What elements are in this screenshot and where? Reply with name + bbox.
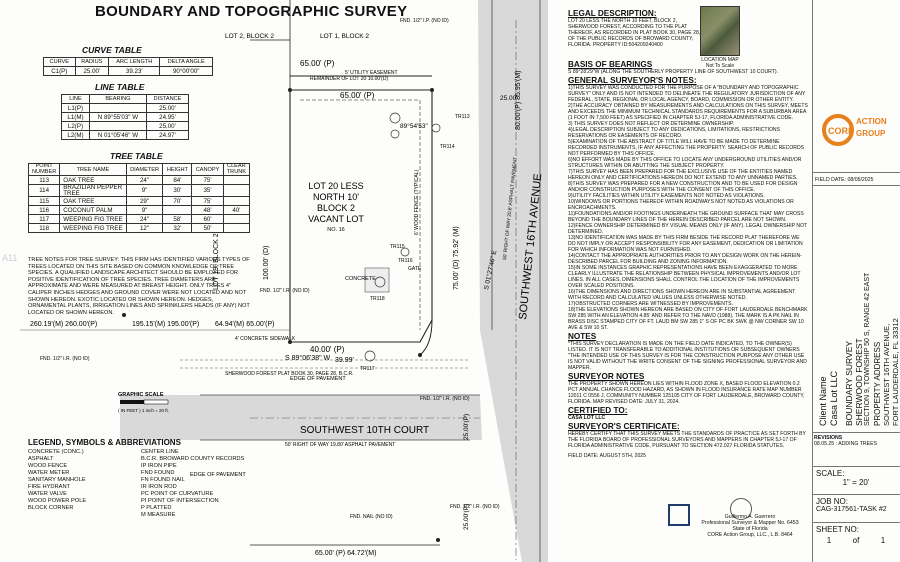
table-header: DISTANCE	[146, 95, 188, 104]
table-cell: 75'	[192, 197, 223, 206]
legend-item: FN FOUND NAIL	[141, 477, 185, 483]
utility-label: 5' UTILITY EASEMENT	[345, 70, 398, 76]
sw-dim: 40.00' (P)	[310, 345, 345, 354]
project-info	[812, 186, 900, 432]
surveyor-state: State of Florida	[732, 526, 768, 532]
brand-logo	[820, 100, 890, 162]
curve-c1	[420, 320, 432, 355]
found-marker-icon	[288, 88, 292, 92]
legend-item: SANITARY MANHOLE	[28, 477, 86, 483]
table-header: DELTA ANGLE	[160, 58, 213, 67]
legend-item: FIRE HYDRANT	[28, 484, 71, 490]
note-item: 16)THE DIMENSIONS AND DIRECTIONS SHOWN HEREON ARE IN SUBSTANTIAL AGREEMENT WITH RECORD AND CALCULATED VALUES UNLESS OTHERWISE NOTED.	[568, 289, 796, 301]
dim-195: 195.15'(M) 195.00'(P)	[132, 321, 200, 328]
lot1-label: LOT 1, BLOCK 2	[320, 33, 370, 40]
lot20-line5: NO. 16	[327, 227, 345, 233]
legend-item: CENTER LINE	[141, 449, 179, 455]
table-header: RADIUS	[75, 58, 109, 67]
right-dim: 75.00' (D) 75.92' (M)	[453, 226, 460, 290]
table-cell: 32'	[163, 224, 192, 233]
curve-table-title: CURVE TABLE	[82, 45, 142, 55]
bottom-dim: 65.00' (P) 64.72'(M)	[315, 550, 377, 557]
top-dim-m: 65.00' (P)	[340, 91, 375, 100]
client-name: Casa Lot LLC	[829, 370, 839, 426]
legend-item: WATER METER	[28, 470, 70, 476]
section-info: SECTION 9, TOWNSHIP 50 S, RANGE 42 EAST	[864, 272, 871, 426]
notes-column	[568, 8, 808, 459]
location-map-caption	[690, 58, 750, 69]
lot20-line2: NORTH 10'	[312, 192, 360, 202]
legend-item: FND FOUND	[141, 470, 175, 476]
r25b-dim: 25.00'(P)	[463, 413, 470, 440]
legend-item: PI POINT OF INTERSECTION	[141, 498, 219, 504]
street-sw16th: SOUTHWEST 16TH AVENUE	[517, 172, 545, 321]
table-cell: 25.00'	[75, 67, 109, 76]
legend-item: CONCRETE (CONC.)	[28, 449, 84, 455]
legend-col-1	[28, 449, 137, 519]
note-item: 15)IN SOME INSTANCES GRAPHIC REPRESENTATIONS HAVE BEEN EXAGGERATED TO MORE CLEARLY ILLUSTRATE THE RELATIONSHIP BETWEEN PHYSICAL IMPROVEMENTS AND/OR LOT LINES. IN ALL CASES, DIMENSIONS SHALL CONTROL THE LOCATION OF THE IMPROVEMENTS OVER SCALED POSITIONS.	[568, 265, 801, 289]
graphic-scale-units: ( IN FEET ) 1 inch = 20 ft.	[118, 408, 170, 413]
tree-label: TR117	[360, 366, 375, 372]
revisions-box	[812, 432, 900, 449]
job-value: CAG-317561-TASK #2	[816, 506, 887, 513]
note-item: 5)EXAMINATION OF THE ABSTRACT OF TITLE WILL HAVE TO BE MADE TO DETERMINE RECORDED INSTRUMENTS, IF ANY AFFECTING THE PROPERTY: SEARCH OF PUBLIC RECORDS NOT PERFORMED BY THIS OFFICE.	[568, 139, 805, 157]
fnd-label: FND. 1/2" I.P. (NO ID)	[400, 18, 449, 24]
fnd-label: FND. 1/2" I.R. (NO ID)	[420, 396, 470, 402]
r25-dim: 25.00'(P)	[463, 503, 470, 530]
table-cell: 25.00'	[146, 104, 188, 113]
concrete-label: CONCRETE	[345, 276, 376, 282]
top-dim: 65.00' (P)	[300, 59, 335, 68]
table-cell: OAK TREE	[60, 176, 126, 185]
legend-item: WATER VALVE	[28, 491, 67, 497]
scale-value: 1" = 20'	[842, 478, 870, 487]
certificate-heading: SURVEYOR'S CERTIFICATE:	[568, 422, 680, 431]
top-e-dim: 80.00'(P) 85.95'(M)	[515, 70, 522, 130]
table-cell: C1(P)	[44, 67, 76, 76]
plat-label: SHERWOOD FOREST PLAT BOOK 30, PAGE 28, B.C.R.	[225, 371, 354, 377]
tree-table-title: TREE TABLE	[110, 151, 163, 161]
note-item: 18)THE ELEVATIONS SHOWN HEREON ARE BASED ON CITY OF FORT LAUDERDALE BENCHMARK SW 285 WITH AN ELEVATION 4.85' AND REFER TO THE NAVD (1988). THE MARK IS A PK NAIL IN BRASS DISC STAMPED CITY OF FT. LAUD BM SW 285 1" S OF PC BK SWK @ NW CORNER SW 10 AVE & SW 10 ST.	[568, 307, 808, 331]
fnd-label: FND. 1/2" I.R. (NO ID)	[260, 288, 310, 294]
street-sw10th: SOUTHWEST 10TH COURT	[300, 425, 430, 436]
table-cell: 24.95'	[146, 113, 188, 122]
lot2-label: LOT 2, BLOCK 2	[225, 33, 275, 40]
brand-action: ACTION	[856, 117, 887, 126]
table-header: CURVE	[44, 58, 76, 67]
legend	[28, 438, 250, 562]
remainder-label: REMAINDER OF LOT 20 10.00'(D)	[310, 76, 389, 82]
table-cell: 113	[29, 176, 60, 185]
street-sw16th-sub: 50' RIGHT OF WAY 20.8' ASPHALT PAVEMENT	[503, 157, 519, 261]
legend-item: PC POINT OF CURVATURE	[141, 491, 214, 497]
found-marker-icon	[430, 88, 434, 92]
table-cell: 115	[29, 197, 60, 206]
address-line2: FORT LAUDERDALE, FL 33312	[891, 318, 900, 426]
certified-to: CASA LOT LLC	[568, 415, 606, 421]
table-cell: 48'	[192, 206, 223, 215]
watermark: A11	[2, 253, 18, 263]
job-box	[812, 494, 900, 522]
table-cell: BRAZILIAN PEPPER TREE	[60, 185, 126, 197]
lot20-line3: BLOCK 2	[316, 203, 356, 213]
sheet-total: 1	[880, 536, 886, 545]
bearings-heading: BASIS OF BEARINGS	[568, 60, 653, 69]
note-item: 3) THIS SURVEY DOES NOT REFLECT OR DETERMINE OWNERSHIP.	[568, 121, 735, 127]
surveyor-notes-heading: SURVEYOR NOTES	[568, 372, 645, 381]
certificate-body: HEREBY CERTIFY THAT THIS SURVEY MEETS THE STANDARDS OF PRACTICE AS SET FORTH BY THE FLORIDA BOARD OF PROFESSIONAL SURVEYORS AND MAPPERS IN CHAPTER 5J-17 OF FLORIDA ADMINISTRATIVE CODE, PURSUANT TO SECTION 472.027 FLORIDA STATUTES.	[568, 431, 806, 449]
table-header: POINT NUMBER	[29, 164, 60, 176]
bearing-n: 89°54'53"	[400, 123, 428, 130]
certified-heading: CERTIFIED TO:	[568, 406, 628, 415]
tree-icon	[432, 124, 440, 132]
legend-title: LEGEND, SYMBOLS & ABBREVIATIONS	[28, 438, 181, 447]
table-cell: 118	[29, 224, 60, 233]
legend-col-2	[141, 449, 250, 519]
table-cell: 40'	[223, 206, 249, 215]
signature-block	[700, 492, 800, 538]
table-cell: 24"	[126, 215, 163, 224]
note-item: 2)THE ACCURACY OBTAINED BY MEASUREMENTS AND CALCULATIONS ON THIS SURVEY, MEETS AND EXCEEDS THE MINIMUM TECHNICAL STANDARDS REQUIREMENTS FOR A SUBURBAN AREA (1 FOOT IN 7,500 FEET) AS SPECIFIED IN CHAPTER 5J-17, FLORIDA ADMINISTRATIVE CODE.	[568, 103, 808, 121]
page-title: BOUNDARY AND TOPOGRAPHIC SURVEY	[95, 3, 408, 20]
table-cell: L2(M)	[62, 131, 90, 140]
edge-pavement-label: EDGE OF PAVEMENT	[190, 472, 246, 478]
gate-label: GATE	[408, 266, 422, 272]
sheet-number: 1	[826, 536, 832, 545]
dim-64: 64.94'(M) 65.00'(P)	[215, 321, 275, 328]
legal-heading: LEGAL DESCRIPTION:	[568, 9, 657, 18]
legend-item: BLOCK CORNER	[28, 505, 74, 511]
tree-icon	[390, 113, 400, 123]
notes2-heading: NOTES	[568, 332, 597, 341]
legend-item: WOOD POWER POLE	[28, 498, 87, 504]
bearing-e: S 01°27'46" E	[483, 249, 499, 291]
fnd-label: FND. 1/2" I.R. (NO ID)	[40, 356, 90, 362]
table-cell: 90°00'00"	[160, 67, 213, 76]
address-label: PROPERTY ADDRESS	[873, 341, 882, 426]
field-date-value: 08/05/2025	[847, 177, 874, 183]
note-item: 7)THIS SURVEY HAS BEEN PREPARED FOR THE EXCLUSIVE USE OF THE ENTITIES NAMED HEREON ONLY AND CERTIFICATIONS HEREON DO NOT EXTEND TO ANY UNNAMED PARTIES.	[568, 169, 798, 181]
table-cell: WEEPING FIG TREE	[60, 215, 126, 224]
table-cell: 9"	[126, 185, 163, 197]
sheet-of: of	[852, 536, 860, 545]
sheet-box	[812, 522, 900, 562]
table-cell: COCONUT PALM	[60, 206, 126, 215]
table-cell: 58'	[163, 215, 192, 224]
graphic-scale-label: GRAPHIC SCALE	[118, 392, 164, 398]
table-cell: 70'	[163, 197, 192, 206]
table-header: TREE NAME	[60, 164, 126, 176]
legend-item: IR IRON ROD	[141, 484, 177, 490]
found-marker-icon	[122, 313, 126, 317]
client-label: Client Name	[818, 376, 828, 426]
plat-reference: SHERWOOD FOREST	[854, 338, 864, 426]
surveyor-company: CORE Action Group, LLC., L.B. 8464	[707, 532, 793, 538]
fnd-label: FND. NAIL (NO ID)	[350, 514, 393, 520]
field-date-box	[812, 172, 900, 186]
note-item: 13)NO IDENTIFICATION WAS MADE BY THIS FIRM BESIDE THE RECORD PLAT THEREFORE WE DO NOT IMPLY OR ACCEPT RESPONSIBILITY FOR ANY EASEMENT, DEDICATION OR LIMITATION FOR WHICH INFORMATION WAS NOT FURNISHED.	[568, 235, 803, 253]
lot20-line4: VACANT LOT	[308, 214, 364, 224]
legend-item: ASPHALT	[28, 456, 54, 462]
note-item: 9)UTILITY FACILITIES WITHIN UTILITY EASEMENTS NOT NOTED AS VIOLATIONS.	[568, 193, 765, 199]
line-table-title: LINE TABLE	[95, 82, 145, 92]
table-cell: WEEPING FIG TREE	[60, 224, 126, 233]
revisions-label: REVISIONS	[814, 435, 843, 441]
table-cell: 75'	[192, 176, 223, 185]
table-cell: N 89°55'03" W	[89, 113, 146, 122]
lot19-label: LOT 19, BLOCK 2	[213, 233, 220, 290]
not-to-scale-label: Not To Scale	[705, 62, 735, 69]
revision-item: 08.05.25 : ADDING TREES	[814, 441, 878, 447]
table-cell: 24"	[126, 176, 163, 185]
table-header: DIAMETER	[126, 164, 163, 176]
table-cell: OAK TREE	[60, 197, 126, 206]
scale-box	[812, 466, 900, 494]
legal-body: LOT 20 LESS THE NORTH 10 FEET, BLOCK 2, SHERWOOD FOREST, ACCORDING TO THE PLAT THEREOF, AS RECORDED IN PLAT BOOK 30, PAGE 28, OF THE PUBLIC RECORDS OF BROWARD COUNTY, FLORIDA. PROPERTY ID:504209240400	[568, 18, 701, 48]
scale-bar	[144, 400, 168, 404]
tree-label: TR114	[440, 144, 455, 150]
note-item: 8)THIS SURVEY WAS PREPARED FOR A NEW CONSTRUCTION AND TO BE USED FOR DESIGN AND/OR CONSTRUCTION PURPOSES WITH THE CONSENT OF THIS OFFICE.	[568, 181, 798, 193]
scale-bar	[120, 400, 144, 404]
table-cell: 60'	[192, 215, 223, 224]
table-header: LINE	[62, 95, 90, 104]
table-cell: 116	[29, 206, 60, 215]
table-cell: 35'	[192, 185, 223, 197]
table-header: HEIGHT	[163, 164, 192, 176]
surveyor-name: Guillermo A. Guerrero	[724, 514, 776, 520]
field-date-label: FIELD DATE:	[815, 177, 847, 183]
lot20-line1: LOT 20 LESS	[308, 181, 364, 191]
table-cell: L1(P)	[62, 104, 90, 113]
legend-item: M MEASURE	[141, 512, 176, 518]
street-sw10th-sub: 50' RIGHT OF WAY 19.80' ASPHALT PAVEMENT	[285, 442, 396, 448]
table-cell: N 01°05'46" W	[89, 131, 146, 140]
sw-dim-m: 39.99'	[335, 357, 354, 364]
table-cell: 50'	[192, 224, 223, 233]
scale-label: SCALE:	[816, 469, 845, 478]
note-item: 14)CONTACT THE APPROPRIATE AUTHORITIES PRIOR TO ANY DESIGN WORK ON THE HEREIN-DESCRIBED PARCEL FOR BUILDING AND ZONING INFORMATION.	[568, 253, 802, 265]
table-cell: 117	[29, 215, 60, 224]
sheet-label: SHEET NO:	[816, 525, 859, 534]
note-item: 1)THIS SURVEY WAS CONDUCTED FOR THE PURPOSE OF A "BOUNDARY AND TOPOGRAPHIC SURVEY" ONLY AND IS NOT INTENDED TO DELINEATE THE REGULATORY JURISDICTION OF ANY FEDERAL, STATE, REGIONAL OR LOCAL AGENCY, BOARD, COMMISSION OR OTHER ENTITY.	[568, 85, 806, 103]
tree-label: TR118	[370, 296, 385, 302]
fence-label: 6' WOOD FENCE (TYPICAL)	[414, 169, 420, 235]
tree-label: TR115	[390, 244, 405, 250]
tree-icon	[391, 130, 399, 138]
found-marker-icon	[418, 353, 422, 357]
brand-group: GROUP	[856, 129, 886, 138]
notes-list	[568, 85, 808, 331]
qr-code-icon	[668, 504, 690, 526]
bearings-body: S 89°28'29"W (ALONG THE SOUTHERLY PROPERTY LINE OF SOUTHWEST 10 COURT).	[568, 69, 778, 75]
table-cell: L2(P)	[62, 122, 90, 131]
table-cell: L1(M)	[62, 113, 90, 122]
table-cell: 30'	[163, 185, 192, 197]
core-action-logo-icon	[820, 100, 890, 162]
table-cell: 39.23'	[109, 67, 160, 76]
tree-note: TREE NOTES FOR TREE SURVEY: THIS FIRM HAS IDENTIFIED VARIOUS TYPES OF TREES LOCATED ON THIS SITE BASED ON COMMON KNOWLEDGE OF TREE SPECIES. A QUALIFIED LANDSCAPE ARCHITECT SHOULD BE EMPLOYED FOR POSITIVE IDENTIFICATION OF TREE SPECIES. TREE DIAMETERS ARE APPROXIMATE AND WERE MEASURED AT BREAST HEIGHT. ONLY TREES 4" CALIPER INCHES HEDGES AND GROUND COVER WERE NOT LOCATED AND NOT SHOWN HEREON. EXOTIC LOCATED OR SHOWN HEREON. HEDGES, ORNAMENTAL PLANTS, IRRIGATION LINES AND SPRINKLERS HEADS (IF ANY) NOT LOCATED OR SHOWN HEREON.	[28, 257, 250, 316]
tree-label: TR113	[455, 114, 470, 120]
table-header: CLEAR TRUNK	[223, 164, 249, 176]
surveyor-title: Professional Surveyor & Mapper No. 6453	[701, 520, 799, 526]
table-cell: 114	[29, 185, 60, 197]
table-header: CANOPY	[192, 164, 223, 176]
sidewalk-label: 4' CONCRETE SIDEWALK	[235, 336, 296, 342]
found-marker-icon	[436, 538, 440, 542]
table-cell: 9"	[126, 206, 163, 215]
bearing-s: S 89°06'38" W	[285, 355, 331, 362]
note-item: 12)FENCE OWNERSHIP DETERMINED BY VISUAL MEANS ONLY (IF ANY). LEGAL OWNERSHIP NOT DETERMINED.	[568, 223, 808, 235]
table-cell: 12"	[126, 224, 163, 233]
notes-heading: GENERAL SURVEYOR'S NOTES:	[568, 76, 697, 85]
table-header: BEARING	[89, 95, 146, 104]
note-item: 10)WINDOWS OR PORTIONS THEREOF WITHIN ROADWAYS NOT NOTED AS VIOLATIONS OR ENCROACHMENTS.	[568, 199, 794, 211]
table-cell: 25.00'	[146, 122, 188, 131]
survey-type: BOUNDARY SURVEY	[844, 340, 854, 426]
edge-pavement-label: EDGE OF PAVEMENT	[290, 376, 346, 382]
table-header: ARC LENGTH	[109, 58, 160, 67]
left-dim: 100.00' (D)	[263, 245, 270, 280]
address-line1: SOUTHWEST 16TH AVENUE,	[882, 323, 891, 426]
surveyor-notes-body: THE PROPERTY SHOWN HEREON LIES WITHIN FLOOD ZONE X, BASED FLOOD ELEVATION 0.2 PCT ANNUAL CHANCE FLOOD HAZARD, AS SHOWN IN FLOOD INSURANCE RATE MAP NUMBER 12011 C 0556 J, COMMUNITY NUMBER 125105 CITY OF FORT LAUDERDALE, BROWARD COUNTY, FLORIDA. MAP REVISED DATE: JULY 31, 2024.	[568, 381, 805, 405]
job-label: JOB NO:	[816, 497, 849, 506]
table-cell: 29"	[126, 197, 163, 206]
location-map-label: LOCATION MAP	[701, 57, 739, 63]
notes2-body: *THIS SURVEY DECLARATION IS MADE ON THE FIELD DATE INDICATED, TO THE OWNER(S) LISTED. IT IS NOT TRANSFERABLE TO ADDITIONAL INSTITUTIONS OR SUBSEQUENT OWNERS "THE INTENDED USE OF THIS SURVEY IS FOR THE CONSTRUCTION PURPOSE ANY OTHER USE IS NOT VALID WITHOUT THE WRITE CONSENT OF THE SIGNING PROFESSIONAL SURVEYOR AND MAPPER.	[568, 341, 807, 371]
legend-item: P PLATTED	[141, 505, 172, 511]
note-item: 11)FOUNDATIONS AND/OR FOOTINGS UNDERNEATH THE GROUND SURFACE THAT MAY CROSS BEYOND THE BOUNDARY LINES OF THE HEREIN DESCRIBED PARCEL ARE NOT SHOWN.	[568, 211, 804, 223]
legend-item: B.C.R. BROWARD COUNTY RECORDS	[141, 456, 245, 462]
note-item: 17)OBSTRUCTED CORNERS ARE WITNESSED BY IMPROVEMENTS.	[568, 301, 733, 307]
legend-item: IP IRON PIPE	[141, 463, 177, 469]
legend-item: WOOD FENCE	[28, 463, 68, 469]
brand-core: CORE	[828, 126, 855, 136]
note-item: 4)LEGAL DESCRIPTION SUBJECT TO ANY DEDICATIONS, LIMITATIONS, RESTRICTIONS RESERVATIONS OR EASEMENTS OF RECORD.	[568, 127, 780, 139]
tree-label: TR116	[398, 258, 413, 264]
tree-icon	[365, 351, 375, 361]
dim-260: 260.19'(M) 260.00'(P)	[30, 321, 98, 328]
table-cell: 24.97'	[146, 131, 188, 140]
note-item: 6)NO EFFORT WAS MADE BY THIS OFFICE TO LOCATE ANY UNDERGROUND UTILITIES AND/OR STRUCTURES WITHIN OR ABUTTING THE SUBJECT PROPERTY.	[568, 157, 802, 169]
field-date-line: FIELD DATE: AUGUST 5TH, 2025	[568, 453, 646, 459]
edge-dim: 25.00'	[500, 95, 518, 102]
table-cell: 84'	[163, 176, 192, 185]
location-map-image	[700, 6, 740, 56]
fnd-label: FND. 1/2" I.R. (NO ID)	[450, 504, 500, 510]
